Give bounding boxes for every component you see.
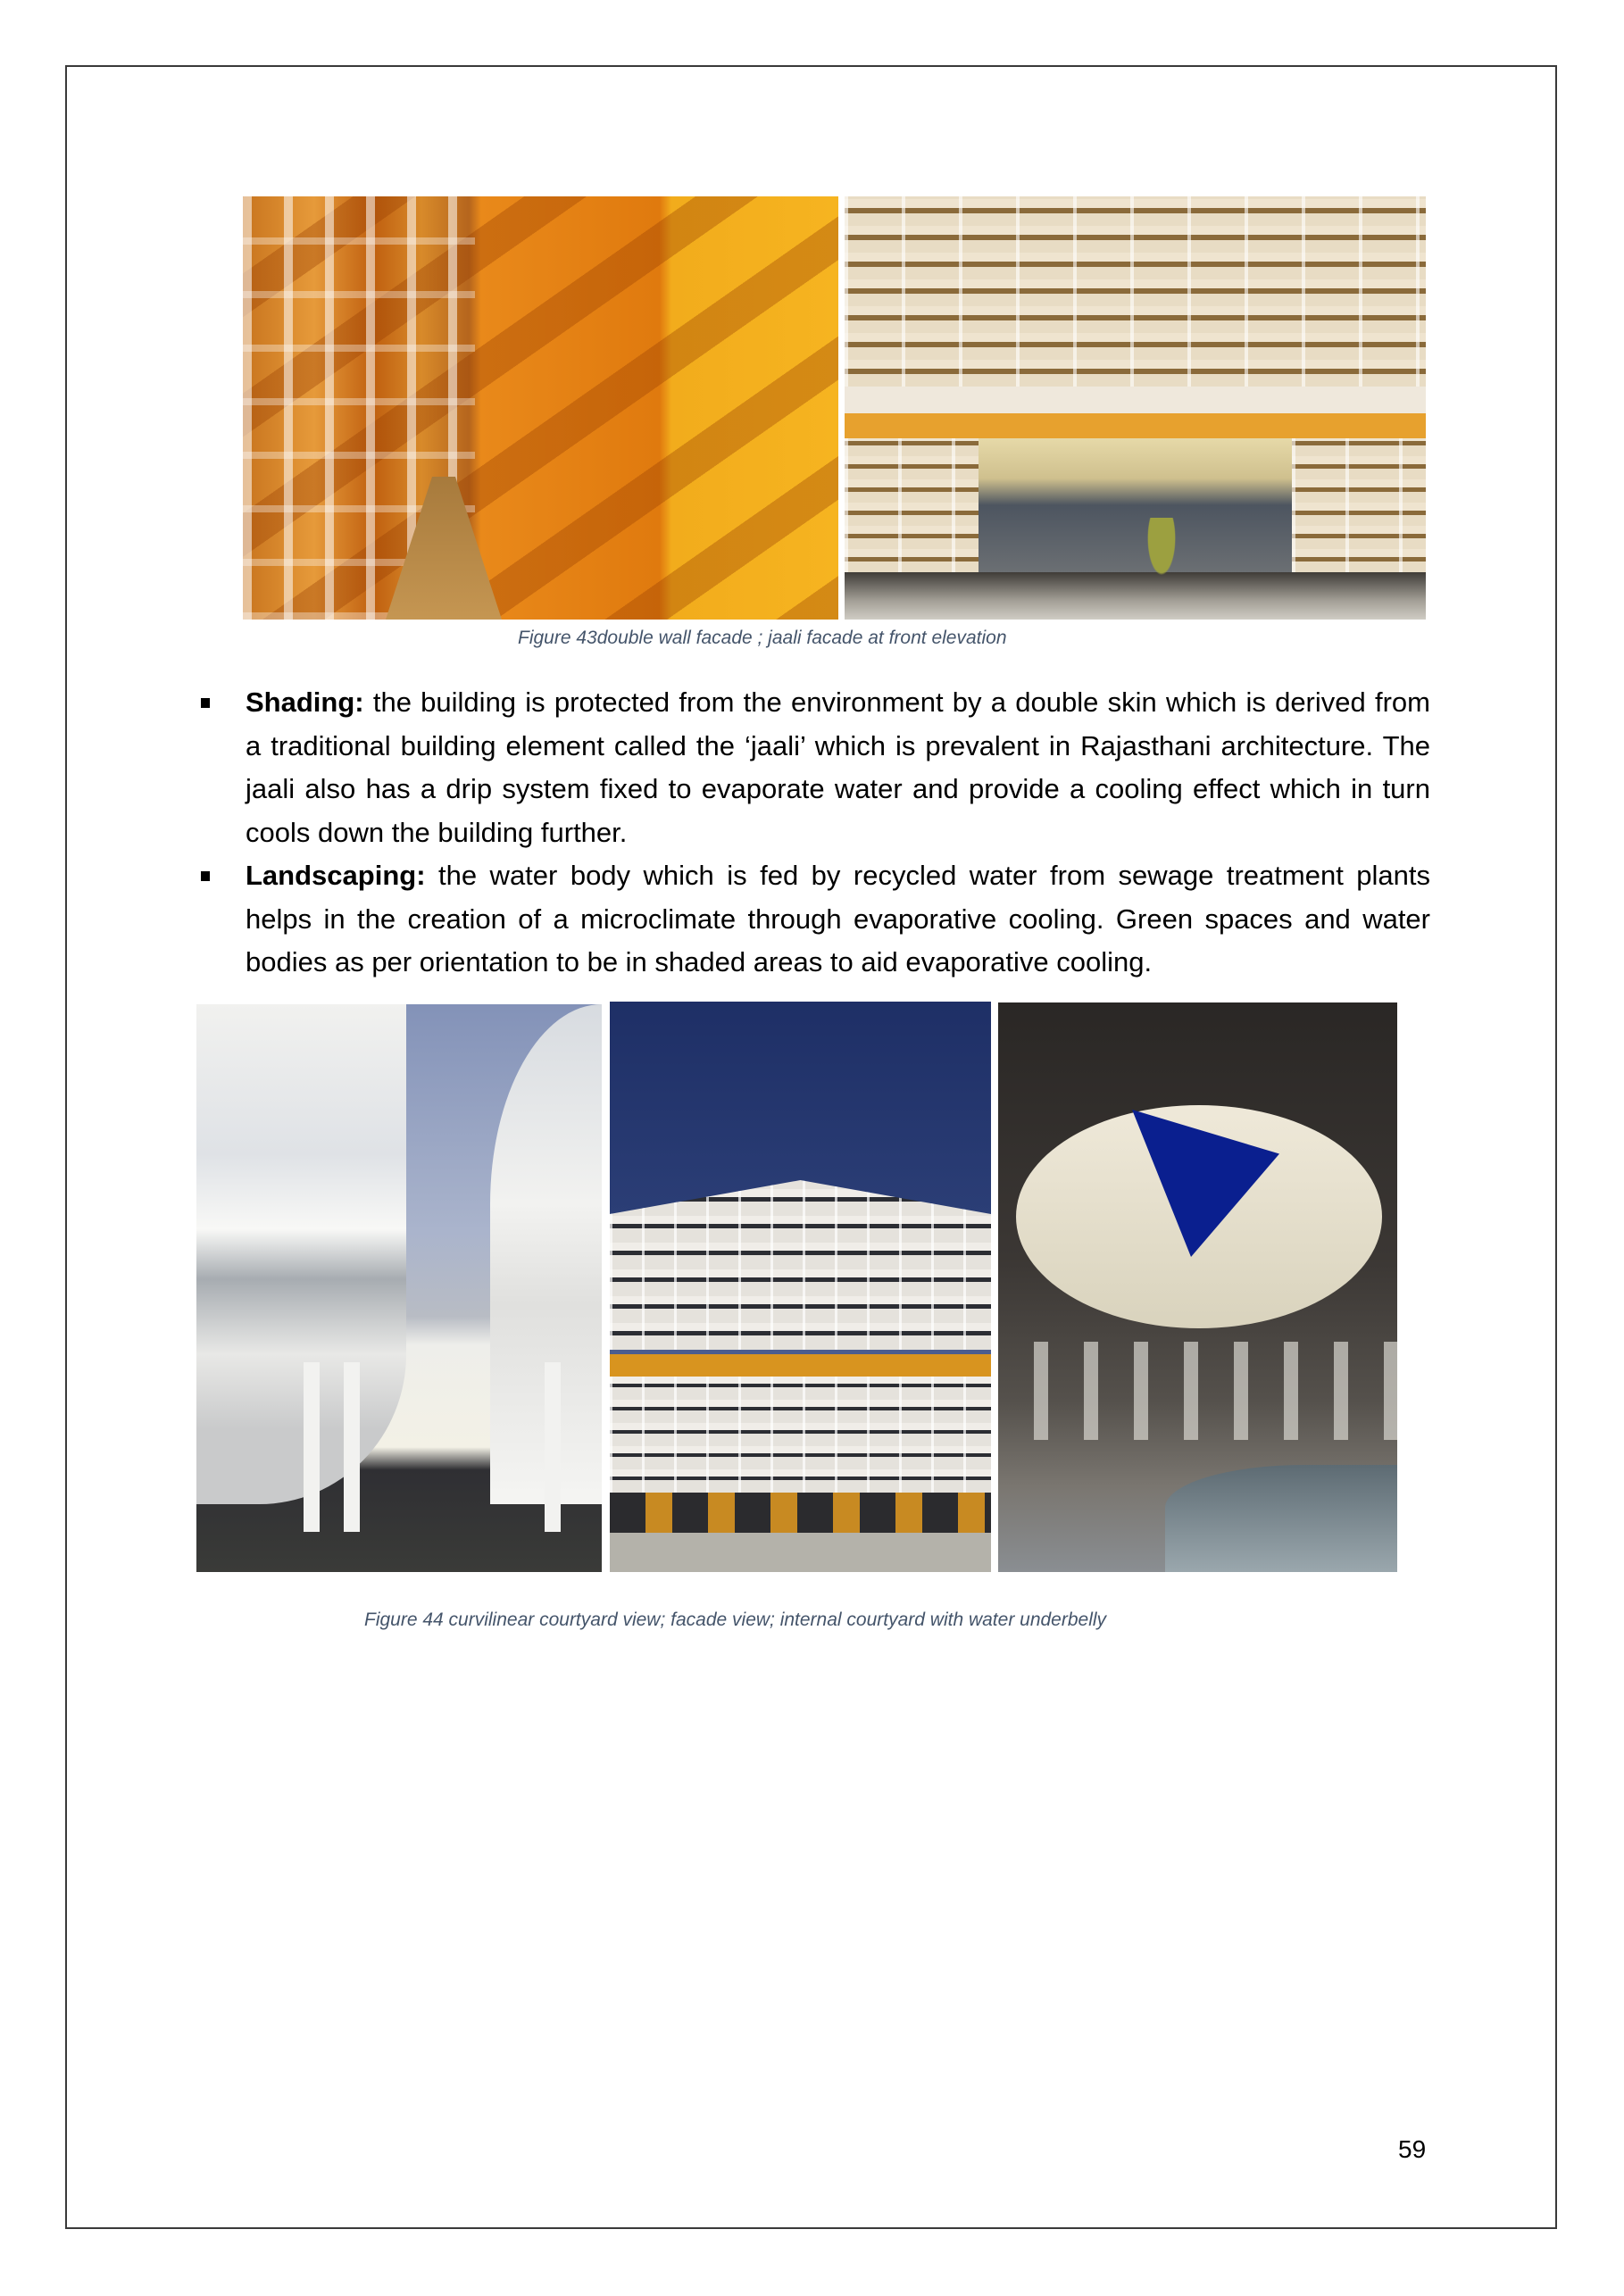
upper-jaali-panels: [845, 196, 1426, 387]
lower-jaali-block: [610, 1377, 991, 1493]
lower-left-jaali: [845, 438, 979, 572]
figure-44-curvilinear-courtyard-image: [196, 1004, 602, 1572]
bullet-text: the water body which is fed by recycled water from sewage treatment plants helps in the creation of a microclimate through evaporative cooling. Green spaces and water bodies as per orientation to be in shaded areas to aid evaporative cooling.: [246, 860, 1430, 977]
figure-43-jaali-facade-image: [845, 196, 1426, 620]
square-bullet-icon: [201, 871, 210, 881]
colonnade: [998, 1342, 1397, 1440]
bullet-shading: [196, 681, 1430, 854]
lower-right-jaali: [1292, 438, 1426, 572]
palm-tree: [1130, 518, 1193, 620]
bullet-list: [196, 681, 1430, 985]
page-number: 59: [1398, 2135, 1427, 2163]
figure-43-caption: Figure 43double wall facade ; jaali facade at front elevation: [518, 628, 1007, 648]
water-body: [1165, 1465, 1397, 1572]
bullet-term: Landscaping:: [246, 860, 426, 891]
figure-44-caption: Figure 44 curvilinear courtyard view; facade view; internal courtyard with water underbelly: [364, 1610, 1107, 1630]
orange-band: [845, 413, 1426, 438]
ground-floor-base: [610, 1493, 991, 1533]
left-curved-balcony: [196, 1004, 406, 1504]
bullet-text: the building is protected from the environment by a double skin which is derived from a traditional building element called the ‘jaali’ which is prevalent in Rajasthani architecture. The jaali also has a drip system fixed to evaporate water and provide a cooling effect which in turn cools down the building further.: [246, 686, 1430, 848]
floor-slab: [845, 387, 1426, 413]
column: [304, 1362, 320, 1532]
bullet-landscaping: [196, 854, 1430, 985]
square-bullet-icon: [201, 698, 210, 708]
figure-44-facade-view-image: [610, 1002, 991, 1572]
figure-43-double-wall-facade-image: [243, 196, 838, 620]
bullet-term: Shading:: [246, 686, 364, 718]
upper-jaali-block: [610, 1180, 991, 1350]
figure-44-internal-courtyard-image: [998, 1002, 1397, 1572]
column: [545, 1362, 561, 1532]
pavement: [610, 1533, 991, 1572]
column: [344, 1362, 360, 1532]
